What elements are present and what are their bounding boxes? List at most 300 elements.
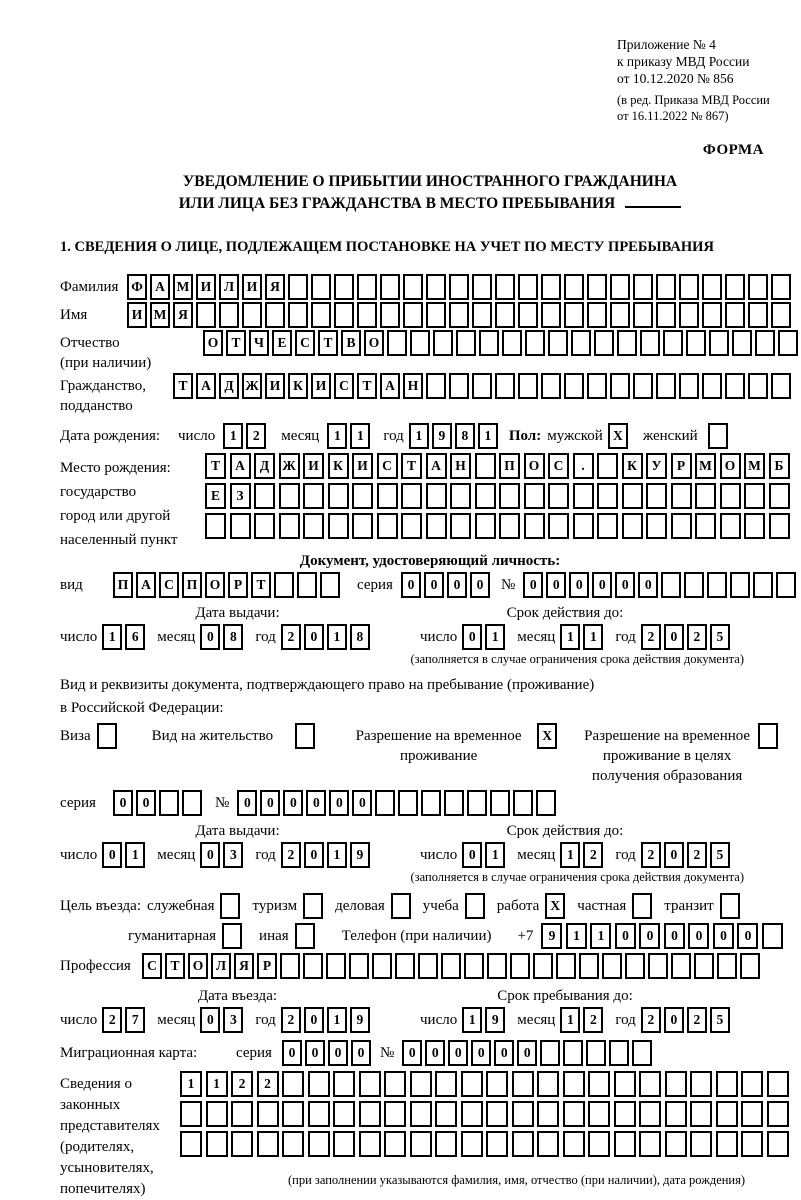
char-cell[interactable]: 0 bbox=[737, 923, 758, 949]
char-cell[interactable] bbox=[679, 373, 699, 399]
char-cell[interactable] bbox=[755, 330, 775, 356]
char-cell[interactable] bbox=[741, 1101, 763, 1127]
char-cell[interactable] bbox=[231, 1101, 253, 1127]
char-cell[interactable]: 6 bbox=[125, 624, 145, 650]
char-cell[interactable]: Я bbox=[234, 953, 254, 979]
char-cell[interactable]: Н bbox=[450, 453, 471, 479]
char-cell[interactable] bbox=[333, 1071, 355, 1097]
char-cell[interactable] bbox=[767, 1071, 789, 1097]
char-cell[interactable]: К bbox=[328, 453, 349, 479]
char-cell[interactable] bbox=[571, 330, 591, 356]
char-cell[interactable]: 9 bbox=[350, 842, 370, 868]
char-cell[interactable] bbox=[732, 330, 752, 356]
char-cell[interactable] bbox=[588, 1101, 610, 1127]
char-cell[interactable] bbox=[288, 274, 308, 300]
char-cell[interactable] bbox=[512, 1071, 534, 1097]
char-cell[interactable]: И bbox=[196, 274, 216, 300]
other-checkbox-cell[interactable] bbox=[295, 923, 315, 949]
char-cell[interactable] bbox=[231, 1131, 253, 1157]
char-cell[interactable] bbox=[524, 513, 545, 539]
char-cell[interactable]: 0 bbox=[494, 1040, 514, 1066]
char-cell[interactable] bbox=[725, 302, 745, 328]
char-cell[interactable] bbox=[395, 953, 415, 979]
char-cell[interactable]: С bbox=[377, 453, 398, 479]
char-cell[interactable]: 0 bbox=[283, 790, 303, 816]
char-cell[interactable] bbox=[464, 953, 484, 979]
char-cell[interactable] bbox=[311, 274, 331, 300]
char-cell[interactable] bbox=[486, 1101, 508, 1127]
char-cell[interactable]: Л bbox=[219, 274, 239, 300]
char-cell[interactable]: Р bbox=[671, 453, 692, 479]
char-cell[interactable] bbox=[308, 1131, 330, 1157]
char-cell[interactable]: О bbox=[720, 453, 741, 479]
char-cell[interactable] bbox=[410, 1071, 432, 1097]
char-cell[interactable]: 1 bbox=[560, 1007, 580, 1033]
char-cell[interactable] bbox=[359, 1071, 381, 1097]
char-cell[interactable] bbox=[533, 953, 553, 979]
char-cell[interactable] bbox=[398, 790, 418, 816]
char-cell[interactable]: 1 bbox=[409, 423, 429, 449]
char-cell[interactable] bbox=[426, 513, 447, 539]
char-cell[interactable]: 0 bbox=[351, 1040, 371, 1066]
char-cell[interactable] bbox=[303, 483, 324, 509]
char-cell[interactable] bbox=[679, 274, 699, 300]
char-cell[interactable] bbox=[254, 483, 275, 509]
char-cell[interactable]: Т bbox=[251, 572, 271, 598]
char-cell[interactable] bbox=[587, 373, 607, 399]
char-cell[interactable]: П bbox=[182, 572, 202, 598]
char-cell[interactable]: 1 bbox=[327, 1007, 347, 1033]
char-cell[interactable] bbox=[441, 953, 461, 979]
work-checkbox-cell[interactable]: X bbox=[545, 893, 565, 919]
char-cell[interactable] bbox=[614, 1131, 636, 1157]
char-cell[interactable] bbox=[265, 302, 285, 328]
char-cell[interactable] bbox=[548, 483, 569, 509]
char-cell[interactable]: Р bbox=[257, 953, 277, 979]
char-cell[interactable] bbox=[257, 1101, 279, 1127]
char-cell[interactable]: У bbox=[646, 453, 667, 479]
char-cell[interactable]: 1 bbox=[327, 842, 347, 868]
char-cell[interactable] bbox=[716, 1131, 738, 1157]
char-cell[interactable]: 0 bbox=[517, 1040, 537, 1066]
char-cell[interactable]: 0 bbox=[136, 790, 156, 816]
char-cell[interactable]: М bbox=[173, 274, 193, 300]
char-cell[interactable]: 0 bbox=[113, 790, 133, 816]
char-cell[interactable]: 2 bbox=[246, 423, 266, 449]
char-cell[interactable] bbox=[512, 1131, 534, 1157]
char-cell[interactable]: 2 bbox=[281, 1007, 301, 1033]
char-cell[interactable] bbox=[771, 302, 791, 328]
char-cell[interactable] bbox=[357, 302, 377, 328]
char-cell[interactable]: 1 bbox=[125, 842, 145, 868]
char-cell[interactable] bbox=[633, 274, 653, 300]
char-cell[interactable] bbox=[639, 1071, 661, 1097]
char-cell[interactable]: 2 bbox=[281, 842, 301, 868]
char-cell[interactable] bbox=[418, 953, 438, 979]
char-cell[interactable] bbox=[377, 513, 398, 539]
char-cell[interactable]: М bbox=[150, 302, 170, 328]
char-cell[interactable] bbox=[282, 1131, 304, 1157]
char-cell[interactable]: 2 bbox=[281, 624, 301, 650]
char-cell[interactable]: 1 bbox=[350, 423, 370, 449]
char-cell[interactable] bbox=[725, 373, 745, 399]
char-cell[interactable] bbox=[328, 513, 349, 539]
char-cell[interactable] bbox=[196, 302, 216, 328]
char-cell[interactable] bbox=[486, 1131, 508, 1157]
char-cell[interactable] bbox=[579, 953, 599, 979]
char-cell[interactable] bbox=[456, 330, 476, 356]
char-cell[interactable]: 0 bbox=[664, 842, 684, 868]
char-cell[interactable] bbox=[479, 330, 499, 356]
char-cell[interactable] bbox=[426, 274, 446, 300]
char-cell[interactable]: 2 bbox=[687, 842, 707, 868]
char-cell[interactable] bbox=[403, 302, 423, 328]
char-cell[interactable] bbox=[182, 790, 202, 816]
char-cell[interactable] bbox=[472, 373, 492, 399]
char-cell[interactable] bbox=[525, 330, 545, 356]
char-cell[interactable] bbox=[297, 572, 317, 598]
char-cell[interactable] bbox=[767, 1131, 789, 1157]
char-cell[interactable]: 0 bbox=[102, 842, 122, 868]
char-cell[interactable]: 2 bbox=[641, 1007, 661, 1033]
char-cell[interactable]: 0 bbox=[306, 790, 326, 816]
char-cell[interactable]: С bbox=[295, 330, 315, 356]
char-cell[interactable]: Б bbox=[769, 453, 790, 479]
char-cell[interactable] bbox=[384, 1071, 406, 1097]
char-cell[interactable] bbox=[564, 373, 584, 399]
char-cell[interactable] bbox=[242, 302, 262, 328]
char-cell[interactable]: 0 bbox=[329, 790, 349, 816]
char-cell[interactable] bbox=[540, 1040, 560, 1066]
char-cell[interactable] bbox=[639, 1131, 661, 1157]
char-cell[interactable] bbox=[548, 513, 569, 539]
char-cell[interactable]: 9 bbox=[350, 1007, 370, 1033]
char-cell[interactable]: А bbox=[380, 373, 400, 399]
char-cell[interactable] bbox=[475, 513, 496, 539]
char-cell[interactable] bbox=[308, 1101, 330, 1127]
char-cell[interactable]: А bbox=[196, 373, 216, 399]
char-cell[interactable] bbox=[403, 274, 423, 300]
char-cell[interactable] bbox=[349, 953, 369, 979]
char-cell[interactable] bbox=[588, 1071, 610, 1097]
char-cell[interactable] bbox=[702, 274, 722, 300]
char-cell[interactable]: 0 bbox=[200, 1007, 220, 1033]
char-cell[interactable] bbox=[744, 513, 765, 539]
char-cell[interactable] bbox=[328, 483, 349, 509]
char-cell[interactable]: 1 bbox=[327, 624, 347, 650]
char-cell[interactable] bbox=[257, 1131, 279, 1157]
char-cell[interactable] bbox=[622, 513, 643, 539]
char-cell[interactable]: 0 bbox=[664, 923, 685, 949]
char-cell[interactable] bbox=[282, 1071, 304, 1097]
char-cell[interactable] bbox=[646, 513, 667, 539]
humanitarian-checkbox-cell[interactable] bbox=[222, 923, 242, 949]
char-cell[interactable] bbox=[610, 274, 630, 300]
char-cell[interactable] bbox=[610, 302, 630, 328]
char-cell[interactable] bbox=[614, 1101, 636, 1127]
char-cell[interactable]: 1 bbox=[560, 624, 580, 650]
char-cell[interactable]: 7 bbox=[125, 1007, 145, 1033]
char-cell[interactable] bbox=[753, 572, 773, 598]
char-cell[interactable]: 0 bbox=[305, 1040, 325, 1066]
char-cell[interactable] bbox=[449, 274, 469, 300]
char-cell[interactable]: 0 bbox=[200, 842, 220, 868]
char-cell[interactable] bbox=[180, 1101, 202, 1127]
char-cell[interactable]: Д bbox=[219, 373, 239, 399]
char-cell[interactable]: З bbox=[230, 483, 251, 509]
temp-residence-checkbox-cell[interactable]: X bbox=[537, 723, 557, 749]
char-cell[interactable] bbox=[730, 572, 750, 598]
char-cell[interactable]: 1 bbox=[206, 1071, 228, 1097]
char-cell[interactable] bbox=[717, 953, 737, 979]
char-cell[interactable]: И bbox=[303, 453, 324, 479]
char-cell[interactable]: И bbox=[127, 302, 147, 328]
char-cell[interactable]: 0 bbox=[470, 572, 490, 598]
char-cell[interactable] bbox=[205, 513, 226, 539]
char-cell[interactable]: Т bbox=[226, 330, 246, 356]
char-cell[interactable] bbox=[518, 373, 538, 399]
char-cell[interactable]: К bbox=[622, 453, 643, 479]
char-cell[interactable] bbox=[690, 1101, 712, 1127]
char-cell[interactable]: 0 bbox=[260, 790, 280, 816]
char-cell[interactable] bbox=[487, 953, 507, 979]
char-cell[interactable] bbox=[614, 1071, 636, 1097]
char-cell[interactable]: 0 bbox=[471, 1040, 491, 1066]
char-cell[interactable] bbox=[352, 483, 373, 509]
char-cell[interactable] bbox=[665, 1071, 687, 1097]
char-cell[interactable]: П bbox=[113, 572, 133, 598]
char-cell[interactable] bbox=[767, 1101, 789, 1127]
char-cell[interactable] bbox=[401, 513, 422, 539]
char-cell[interactable] bbox=[537, 1131, 559, 1157]
char-cell[interactable]: 0 bbox=[713, 923, 734, 949]
char-cell[interactable]: 0 bbox=[424, 572, 444, 598]
char-cell[interactable] bbox=[320, 572, 340, 598]
char-cell[interactable] bbox=[744, 483, 765, 509]
char-cell[interactable] bbox=[671, 953, 691, 979]
char-cell[interactable] bbox=[499, 513, 520, 539]
char-cell[interactable]: 2 bbox=[583, 842, 603, 868]
char-cell[interactable] bbox=[609, 1040, 629, 1066]
char-cell[interactable] bbox=[573, 513, 594, 539]
char-cell[interactable]: П bbox=[499, 453, 520, 479]
char-cell[interactable] bbox=[594, 330, 614, 356]
char-cell[interactable] bbox=[640, 330, 660, 356]
char-cell[interactable]: 2 bbox=[641, 624, 661, 650]
char-cell[interactable]: 0 bbox=[462, 624, 482, 650]
visa-checkbox-cell[interactable] bbox=[97, 723, 117, 749]
char-cell[interactable] bbox=[586, 1040, 606, 1066]
char-cell[interactable] bbox=[573, 483, 594, 509]
char-cell[interactable]: А bbox=[230, 453, 251, 479]
char-cell[interactable] bbox=[352, 513, 373, 539]
char-cell[interactable] bbox=[709, 330, 729, 356]
char-cell[interactable]: Т bbox=[165, 953, 185, 979]
char-cell[interactable]: 0 bbox=[462, 842, 482, 868]
char-cell[interactable] bbox=[377, 483, 398, 509]
char-cell[interactable] bbox=[410, 330, 430, 356]
char-cell[interactable] bbox=[512, 1101, 534, 1127]
char-cell[interactable] bbox=[776, 572, 796, 598]
char-cell[interactable]: С bbox=[159, 572, 179, 598]
char-cell[interactable] bbox=[461, 1101, 483, 1127]
char-cell[interactable]: 1 bbox=[478, 423, 498, 449]
char-cell[interactable]: 1 bbox=[485, 842, 505, 868]
char-cell[interactable] bbox=[695, 483, 716, 509]
char-cell[interactable] bbox=[537, 1101, 559, 1127]
char-cell[interactable] bbox=[741, 1131, 763, 1157]
char-cell[interactable] bbox=[359, 1101, 381, 1127]
char-cell[interactable] bbox=[771, 274, 791, 300]
char-cell[interactable]: 0 bbox=[237, 790, 257, 816]
char-cell[interactable]: Я bbox=[265, 274, 285, 300]
char-cell[interactable] bbox=[769, 483, 790, 509]
char-cell[interactable]: О bbox=[205, 572, 225, 598]
char-cell[interactable] bbox=[771, 373, 791, 399]
char-cell[interactable]: Т bbox=[205, 453, 226, 479]
char-cell[interactable]: 5 bbox=[710, 1007, 730, 1033]
char-cell[interactable] bbox=[541, 274, 561, 300]
char-cell[interactable] bbox=[475, 453, 496, 479]
char-cell[interactable] bbox=[279, 513, 300, 539]
char-cell[interactable] bbox=[564, 302, 584, 328]
char-cell[interactable] bbox=[597, 483, 618, 509]
char-cell[interactable]: С bbox=[142, 953, 162, 979]
char-cell[interactable] bbox=[333, 1131, 355, 1157]
char-cell[interactable]: 8 bbox=[223, 624, 243, 650]
char-cell[interactable] bbox=[359, 1131, 381, 1157]
study-checkbox-cell[interactable] bbox=[465, 893, 485, 919]
char-cell[interactable] bbox=[537, 1071, 559, 1097]
char-cell[interactable]: 0 bbox=[688, 923, 709, 949]
char-cell[interactable]: Л bbox=[211, 953, 231, 979]
char-cell[interactable]: 1 bbox=[583, 624, 603, 650]
char-cell[interactable] bbox=[665, 1131, 687, 1157]
business-checkbox-cell[interactable] bbox=[391, 893, 411, 919]
char-cell[interactable] bbox=[671, 483, 692, 509]
char-cell[interactable]: 0 bbox=[352, 790, 372, 816]
char-cell[interactable] bbox=[475, 483, 496, 509]
char-cell[interactable] bbox=[665, 1101, 687, 1127]
char-cell[interactable] bbox=[495, 302, 515, 328]
char-cell[interactable] bbox=[426, 483, 447, 509]
char-cell[interactable]: Н bbox=[403, 373, 423, 399]
char-cell[interactable] bbox=[467, 790, 487, 816]
char-cell[interactable] bbox=[563, 1101, 585, 1127]
char-cell[interactable]: О bbox=[524, 453, 545, 479]
char-cell[interactable]: 0 bbox=[592, 572, 612, 598]
char-cell[interactable] bbox=[748, 302, 768, 328]
char-cell[interactable] bbox=[254, 513, 275, 539]
char-cell[interactable]: И bbox=[242, 274, 262, 300]
char-cell[interactable]: 1 bbox=[560, 842, 580, 868]
char-cell[interactable] bbox=[720, 513, 741, 539]
char-cell[interactable] bbox=[762, 923, 783, 949]
char-cell[interactable]: Ж bbox=[279, 453, 300, 479]
char-cell[interactable]: 2 bbox=[257, 1071, 279, 1097]
char-cell[interactable] bbox=[410, 1131, 432, 1157]
char-cell[interactable] bbox=[587, 302, 607, 328]
char-cell[interactable]: И bbox=[352, 453, 373, 479]
char-cell[interactable] bbox=[375, 790, 395, 816]
char-cell[interactable]: 9 bbox=[541, 923, 562, 949]
char-cell[interactable]: 5 bbox=[710, 842, 730, 868]
char-cell[interactable]: Д bbox=[254, 453, 275, 479]
char-cell[interactable] bbox=[617, 330, 637, 356]
char-cell[interactable]: Ч bbox=[249, 330, 269, 356]
char-cell[interactable] bbox=[716, 1101, 738, 1127]
char-cell[interactable]: М bbox=[744, 453, 765, 479]
char-cell[interactable] bbox=[769, 513, 790, 539]
char-cell[interactable] bbox=[206, 1101, 228, 1127]
char-cell[interactable]: 8 bbox=[350, 624, 370, 650]
char-cell[interactable] bbox=[450, 513, 471, 539]
char-cell[interactable]: О bbox=[364, 330, 384, 356]
char-cell[interactable]: И bbox=[265, 373, 285, 399]
char-cell[interactable]: 1 bbox=[566, 923, 587, 949]
char-cell[interactable]: Т bbox=[357, 373, 377, 399]
char-cell[interactable] bbox=[684, 572, 704, 598]
char-cell[interactable] bbox=[486, 1071, 508, 1097]
char-cell[interactable]: 1 bbox=[462, 1007, 482, 1033]
char-cell[interactable] bbox=[622, 483, 643, 509]
char-cell[interactable]: 0 bbox=[304, 842, 324, 868]
char-cell[interactable]: 0 bbox=[425, 1040, 445, 1066]
char-cell[interactable] bbox=[410, 1101, 432, 1127]
char-cell[interactable] bbox=[690, 1131, 712, 1157]
char-cell[interactable]: 8 bbox=[455, 423, 475, 449]
char-cell[interactable] bbox=[387, 330, 407, 356]
char-cell[interactable]: 3 bbox=[223, 1007, 243, 1033]
char-cell[interactable] bbox=[495, 373, 515, 399]
char-cell[interactable] bbox=[472, 274, 492, 300]
char-cell[interactable] bbox=[472, 302, 492, 328]
char-cell[interactable] bbox=[639, 1101, 661, 1127]
char-cell[interactable] bbox=[502, 330, 522, 356]
char-cell[interactable] bbox=[435, 1101, 457, 1127]
male-checkbox-cell[interactable]: X bbox=[608, 423, 628, 449]
char-cell[interactable] bbox=[625, 953, 645, 979]
char-cell[interactable] bbox=[433, 330, 453, 356]
char-cell[interactable] bbox=[326, 953, 346, 979]
char-cell[interactable] bbox=[279, 483, 300, 509]
char-cell[interactable] bbox=[334, 302, 354, 328]
char-cell[interactable] bbox=[357, 274, 377, 300]
char-cell[interactable] bbox=[707, 572, 727, 598]
char-cell[interactable] bbox=[288, 302, 308, 328]
char-cell[interactable] bbox=[740, 953, 760, 979]
char-cell[interactable] bbox=[597, 453, 618, 479]
char-cell[interactable]: А bbox=[426, 453, 447, 479]
char-cell[interactable]: 0 bbox=[569, 572, 589, 598]
char-cell[interactable]: С bbox=[548, 453, 569, 479]
char-cell[interactable] bbox=[671, 513, 692, 539]
char-cell[interactable] bbox=[219, 302, 239, 328]
char-cell[interactable] bbox=[702, 302, 722, 328]
char-cell[interactable] bbox=[563, 1040, 583, 1066]
char-cell[interactable] bbox=[716, 1071, 738, 1097]
char-cell[interactable]: 0 bbox=[664, 1007, 684, 1033]
char-cell[interactable] bbox=[694, 953, 714, 979]
char-cell[interactable] bbox=[702, 373, 722, 399]
char-cell[interactable] bbox=[180, 1131, 202, 1157]
char-cell[interactable]: Т bbox=[401, 453, 422, 479]
char-cell[interactable]: 0 bbox=[401, 572, 421, 598]
char-cell[interactable]: А bbox=[150, 274, 170, 300]
char-cell[interactable]: О bbox=[203, 330, 223, 356]
char-cell[interactable] bbox=[334, 274, 354, 300]
char-cell[interactable]: А bbox=[136, 572, 156, 598]
